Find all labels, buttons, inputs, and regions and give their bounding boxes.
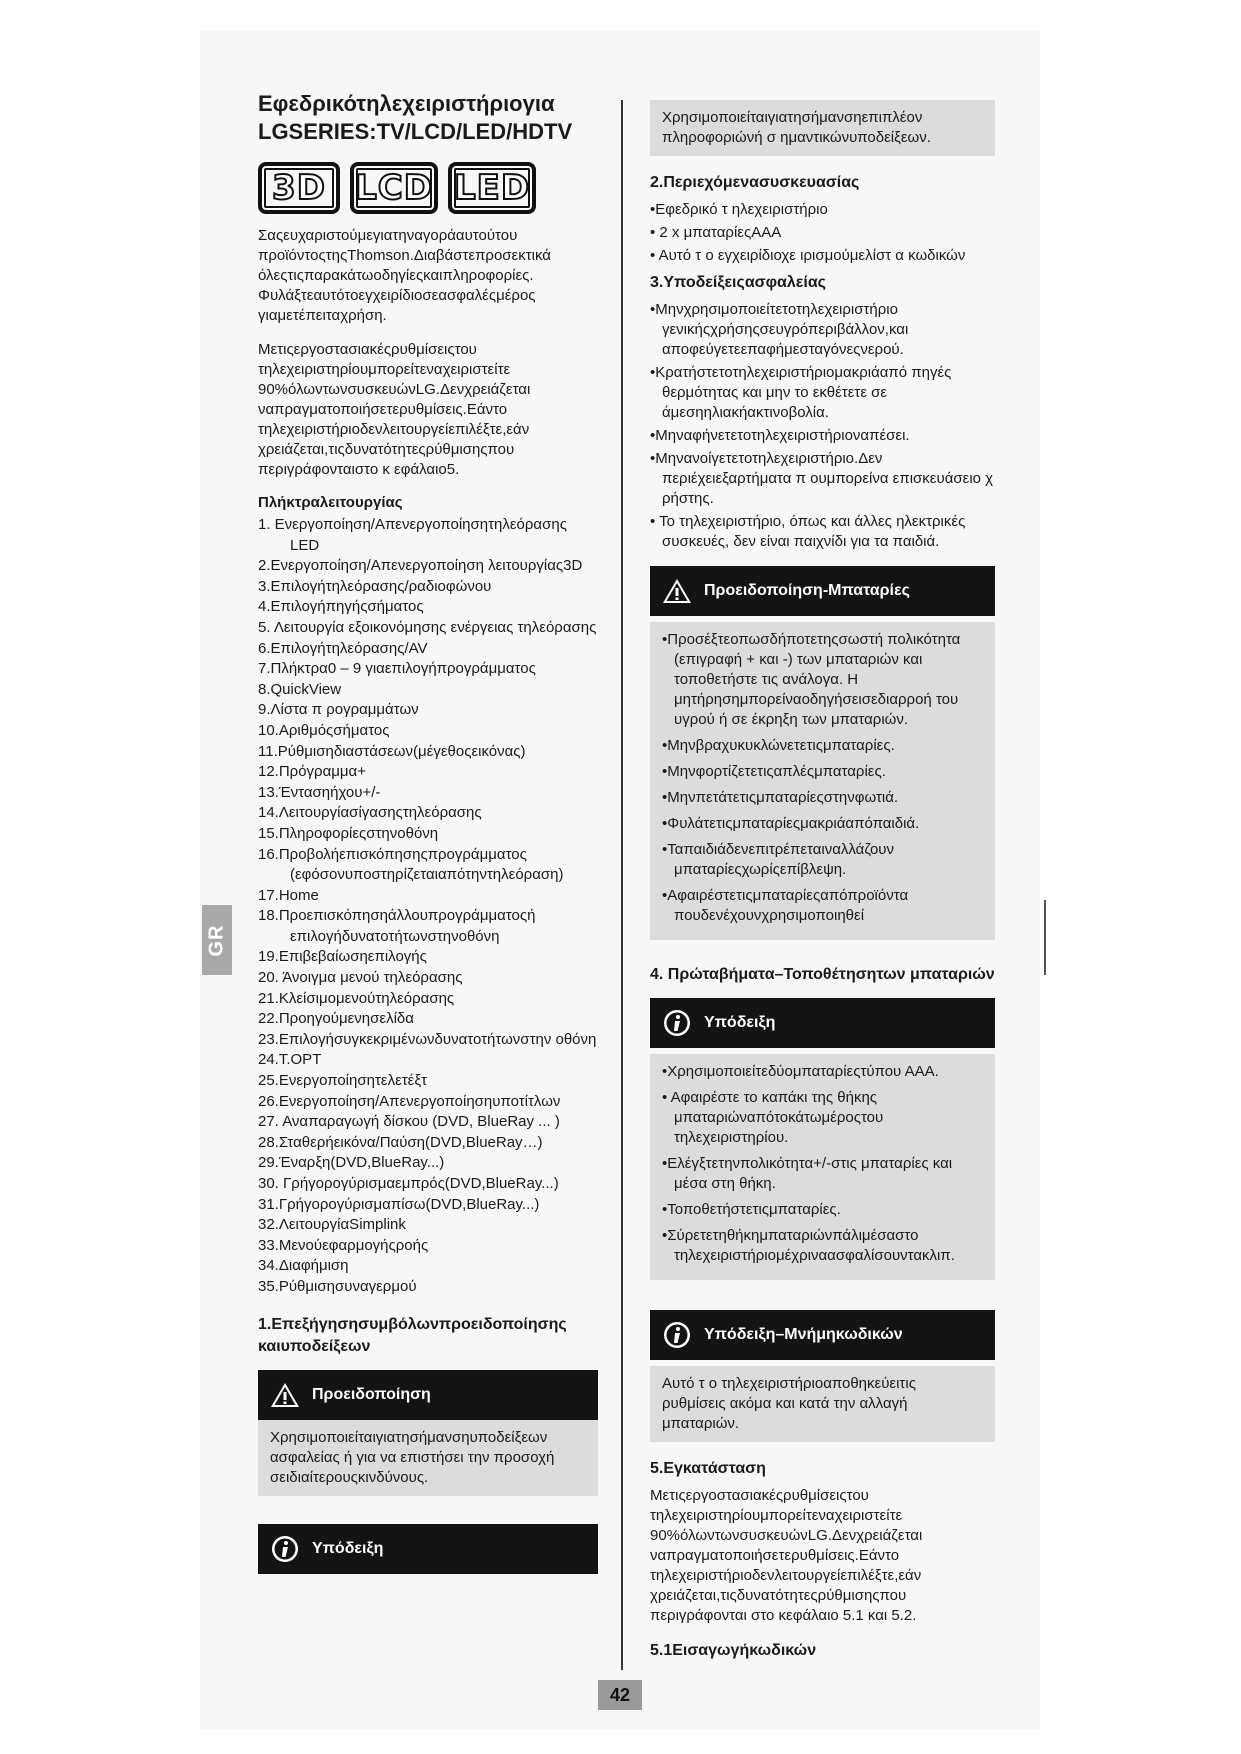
- section-5-title: 5.Εγκατάσταση: [650, 1460, 766, 1477]
- section-5-text: Μετιςεργοστασιακέςρυθμίσειςτου τηλεχειριστηρίουμπορείτεναχειριστείτε 90%όλωντωνσυσκευώνLG.Δενχρειάζεται ναπραγματοποιήσετερυθμίσεις.Εάντο τηλεχειριστήριοδενλειτουργείεπιλέξτε,εάν χρειάζεται,τιςδυνατότητεςρύθμισηςπου περιγράφονται στο κεφάλαιο 5.1 και 5.2.: [650, 1487, 923, 1624]
- list-item: •Μηνανοίγετετοτηλεχειριστήριο.Δεν περιέχειεξαρτήματα π ουμπορείνα επισκευάσειο χ ρήστης.: [650, 450, 994, 507]
- list-item: •Αφαιρέστετιςμπαταρίεςαπόπροϊόντα πουδενέχουνχρησιμοποιηθεί: [662, 887, 909, 924]
- language-tab: [202, 905, 232, 975]
- safety-list: [650, 300, 995, 552]
- key-item: 2.Ενεργοποίηση/Απενεργοποίηση λειτουργίας3D: [258, 557, 583, 575]
- list-item: •Εφεδρικό τ ηλεχειριστήριο: [650, 201, 828, 218]
- key-item: 16.Προβολήεπισκόπησηςπρογράμματος (εφόσονυποστηρίζεταιαπότηντηλεόραση): [258, 845, 564, 884]
- list-item: •Μηνβραχυκυκλώνετετιςμπαταρίες.: [662, 737, 895, 754]
- key-item: 13.Έντασηήχου+/-: [258, 783, 381, 801]
- key-item: 8.QuickView: [258, 680, 342, 698]
- key-item: 5. Λειτουργία εξοικονόμησης ενέργειας τηλεόρασης: [258, 618, 597, 636]
- right-column: [650, 100, 995, 1668]
- format-logos: [258, 162, 598, 214]
- left-column: [258, 90, 598, 1574]
- section-3-title: 3.Υποδείξειςασφαλείας: [650, 274, 826, 291]
- key-item: 28.Σταθερήεικόνα/Παύση(DVD,BlueRay…): [258, 1133, 543, 1151]
- battery-warning-bar: [650, 566, 995, 616]
- hint-bar-label: Υπόδειξη: [312, 1539, 384, 1557]
- key-item: 27. Αναπαραγωγή δίσκου (DVD, BlueRay ... ): [258, 1113, 560, 1131]
- key-item: 22.Προηγούμενησελίδα: [258, 1010, 414, 1028]
- key-item: 12.Πρόγραμμα+: [258, 763, 366, 781]
- key-item: 7.Πλήκτρα0 – 9 γιαεπιλογήπρογράμματος: [258, 660, 536, 678]
- key-item: 31.Γρήγορογύρισμαπίσω(DVD,BlueRay...): [258, 1195, 540, 1213]
- key-item: 34.Διαφήμιση: [258, 1257, 349, 1275]
- title-line-1: Εφεδρικότηλεχειριστήριογια: [258, 91, 555, 116]
- key-item: 14.Λειτουργίασίγασηςτηλεόρασης: [258, 804, 482, 822]
- title-line-2: LGSERIES:TV/LCD/LED/HDTV: [258, 119, 573, 144]
- list-item: • Αυτό τ ο εγχειρίδιοχε ιρισμούμελίστ α κωδικών: [650, 247, 966, 264]
- warning-description: Χρησιμοποιείταιγιατησήμανσηυποδείξεων ασφαλείας ή για να επιστήσει την προσοχή σειδιαίτερουςκινδύνους.: [258, 1420, 598, 1496]
- key-item: 35.Ρύθμισησυναγερμού: [258, 1277, 417, 1295]
- key-item: 6.Επιλογήτηλεόρασης/AV: [258, 639, 428, 657]
- section-2-title: 2.Περιεχόμενασυσκευασίας: [650, 174, 860, 191]
- key-item: 20. Άνοιγμα μενού τηλεόρασης: [258, 969, 463, 987]
- section-4-hint-label: Υπόδειξη: [704, 1014, 776, 1031]
- warning-bar: [258, 1370, 598, 1420]
- logo-3d: 3D: [258, 162, 340, 214]
- intro-paragraph-2: Μετιςεργοστασιακέςρυθμίσειςτου τηλεχειριστηρίουμπορείτεναχειριστείτε 90%όλωντωνσυσκευώνLG.Δενχρειάζεται ναπραγματοποιήσετερυθμίσεις.Εάντο τηλεχειριστήριοδενλειτουργείεπιλέξτε,εάν χρειάζεται,τιςδυνατότητεςρύθμισηςπου περιγράφονταιστο κ εφάλαιο5.: [258, 341, 531, 478]
- key-item: 1. Ενεργοποίηση/Απενεργοποίησητηλεόρασης LED: [258, 516, 567, 554]
- logo-lcd: LCD: [350, 162, 438, 214]
- list-item: •Μηνχρησιμοποιείτετοτηλεχειριστήριο γενικήςχρήσηςσευγρόπεριβάλλον,και αποφεύγετεεπαφήμεσταγόνεςνερού.: [650, 301, 909, 358]
- info-icon: [662, 1321, 692, 1349]
- hint-bar: [258, 1524, 598, 1574]
- list-item: •Τοποθετήστετιςμπαταρίες.: [662, 1201, 841, 1218]
- list-item: •Φυλάτετιςμπαταρίεςμακριάαπόπαιδιά.: [662, 815, 920, 832]
- key-item: 33.Μενούεφαρμογήςροής: [258, 1236, 429, 1254]
- code-memory-bar: [650, 1310, 995, 1360]
- list-item: •Κρατήστετοτηλεχειριστήριομακριάαπό πηγές θερμότητας και μην το εκθέτετε σε άμεσηηλιακήακτινοβολία.: [650, 364, 952, 421]
- list-item: • Αφαιρέστε το καπάκι της θήκης μπαταριώναπότοκάτωμέροςτου τηλεχειριστηρίου.: [662, 1089, 884, 1146]
- key-item: 17.Home: [258, 886, 319, 904]
- page-title: [258, 90, 598, 146]
- battery-install-list: [662, 1062, 983, 1266]
- battery-warning-label: Προειδοποίηση-Μπαταρίες: [704, 582, 910, 599]
- key-item: 26.Ενεργοποίηση/Απενεργοποίησηυποτίτλων: [258, 1092, 561, 1110]
- package-contents-list: [650, 200, 995, 266]
- code-memory-label: Υπόδειξη–Μνήμηκωδικών: [704, 1326, 903, 1343]
- section-1-title: 1.Επεξήγησησυμβόλωνπροειδοποίησης καιυποδείξεων: [258, 1315, 567, 1355]
- key-item: 3.Επιλογήτηλεόρασης/ραδιοφώνου: [258, 577, 492, 595]
- battery-warning-box: [650, 622, 995, 940]
- column-divider: [621, 100, 623, 1670]
- list-item: •Προσέξτεοπωσδήποτετηςσωστή πολικότητα (επιγραφή + και -) των μπαταριών και τοποθετήστε τις ανάλογα. Η μητήρησημπορείναοδηγήσεισεδιαρροή του υγρού ή σε έκρηξη των μπαταριών.: [662, 631, 961, 728]
- list-item: •Ελέγξτετηνπολικότητα+/-στις μπαταρίες και μέσα στη θήκη.: [662, 1155, 953, 1192]
- key-item: 30. Γρήγορογύρισμαεμπρός(DVD,BlueRay...): [258, 1175, 559, 1192]
- key-item: 11.Ρύθμισηδιαστάσεων(μέγεθοςεικόνας): [258, 742, 526, 760]
- info-icon: [270, 1535, 300, 1563]
- key-item: 23.Επιλογήσυγκεκριμένωνδυνατοτήτωνστην οθόνη: [258, 1030, 597, 1048]
- info-icon: [662, 1009, 692, 1037]
- section-4-title: 4. Πρώταβήματα–Τοποθέτησητων μπαταριών: [650, 966, 995, 983]
- section-4-hint-box: [650, 1054, 995, 1280]
- logo-led: LED: [448, 162, 536, 214]
- key-item: 9.Λίστα π ρογραμμάτων: [258, 701, 419, 719]
- key-item: 24.T.OPT: [258, 1051, 322, 1069]
- key-item: 15.Πληροφορίεςστηνοθόνη: [258, 824, 439, 842]
- key-item: 18.Προεπισκόπησηάλλουπρογράμματοςή επιλογήδυνατοτήτωνστηνοθόνη: [258, 907, 536, 945]
- page-number: 42: [598, 1680, 642, 1710]
- key-item: 29.Έναρξη(DVD,BlueRay...): [258, 1154, 445, 1172]
- language-tab-label: GR: [205, 924, 228, 956]
- keys-list: [258, 515, 598, 1298]
- key-item: 25.Ενεργοποίησητελετέξτ: [258, 1072, 428, 1090]
- key-item: 4.Επιλογήπηγήςσήματος: [258, 598, 424, 616]
- list-item: • 2 x μπαταρίεςΑΑΑ: [650, 224, 782, 241]
- keys-heading: Πλήκτραλειτουργίας: [258, 494, 403, 511]
- list-item: •Χρησιμοποιείτεδύομπαταρίεςτύπου ΑΑΑ.: [662, 1063, 939, 1080]
- key-item: 19.Επιβεβαίωσηεπιλογής: [258, 948, 427, 966]
- warning-icon: [662, 577, 692, 605]
- section-4-hint-bar: [650, 998, 995, 1048]
- section-5-1-title: 5.1Εισαγωγήκωδικών: [650, 1642, 817, 1659]
- list-item: •Μηνπετάτετιςμπαταρίεςστηνφωτιά.: [662, 789, 899, 806]
- key-item: 32.ΛειτουργίαSimplink: [258, 1216, 406, 1234]
- battery-warning-list: [662, 630, 983, 926]
- list-item: •Σύρετετηθήκημπαταριώνπάλιμέσαστο τηλεχειριστήριομέχριναασφαλίσουντακλιπ.: [662, 1227, 955, 1264]
- warning-icon: [270, 1381, 300, 1409]
- code-memory-text: Αυτό τ ο τηλεχειριστήριοαποθηκεύειτις ρυθμίσεις ακόμα και κατά την αλλαγή μπαταριών.: [650, 1366, 995, 1442]
- hint-description: Χρησιμοποιείταιγιατησήμανσηεπιπλέον πληροφοριώνή σ ημαντικώνυποδείξεων.: [650, 100, 995, 156]
- list-item: • Το τηλεχειριστήριο, όπως και άλλες ηλεκτρικές συσκευές, δεν είναι παιχνίδι για τα παιδιά.: [650, 513, 966, 550]
- key-item: 21.Κλείσιμομενούτηλεόρασης: [258, 989, 455, 1007]
- list-item: •Ταπαιδιάδενεπιτρέπεταιναλλάζουν μπαταρίεςχωρίςεπίβλεψη.: [662, 841, 895, 878]
- list-item: •Μηναφήνετετοτηλεχειριστήριοναπέσει.: [650, 427, 910, 444]
- list-item: •Μηνφορτίζετετιςαπλέςμπαταρίες.: [662, 763, 886, 780]
- warning-bar-label: Προειδοποίηση: [312, 1385, 431, 1403]
- intro-paragraph-1: Σαςευχαριστούμεγιατηναγοράαυτούτου προϊόντοςτηςThomson.Διαβάστεπροσεκτικά όλεςτιςπαρακάτωοδηγίεςκαιπληροφορίες. Φυλάξτεαυτότοεγχειρίδιοσεασφαλέςμέρος γιαμετέπειταχρήση.: [258, 227, 551, 324]
- key-item: 10.Αριθμόςσήματος: [258, 721, 390, 739]
- edge-mark: [1044, 900, 1046, 975]
